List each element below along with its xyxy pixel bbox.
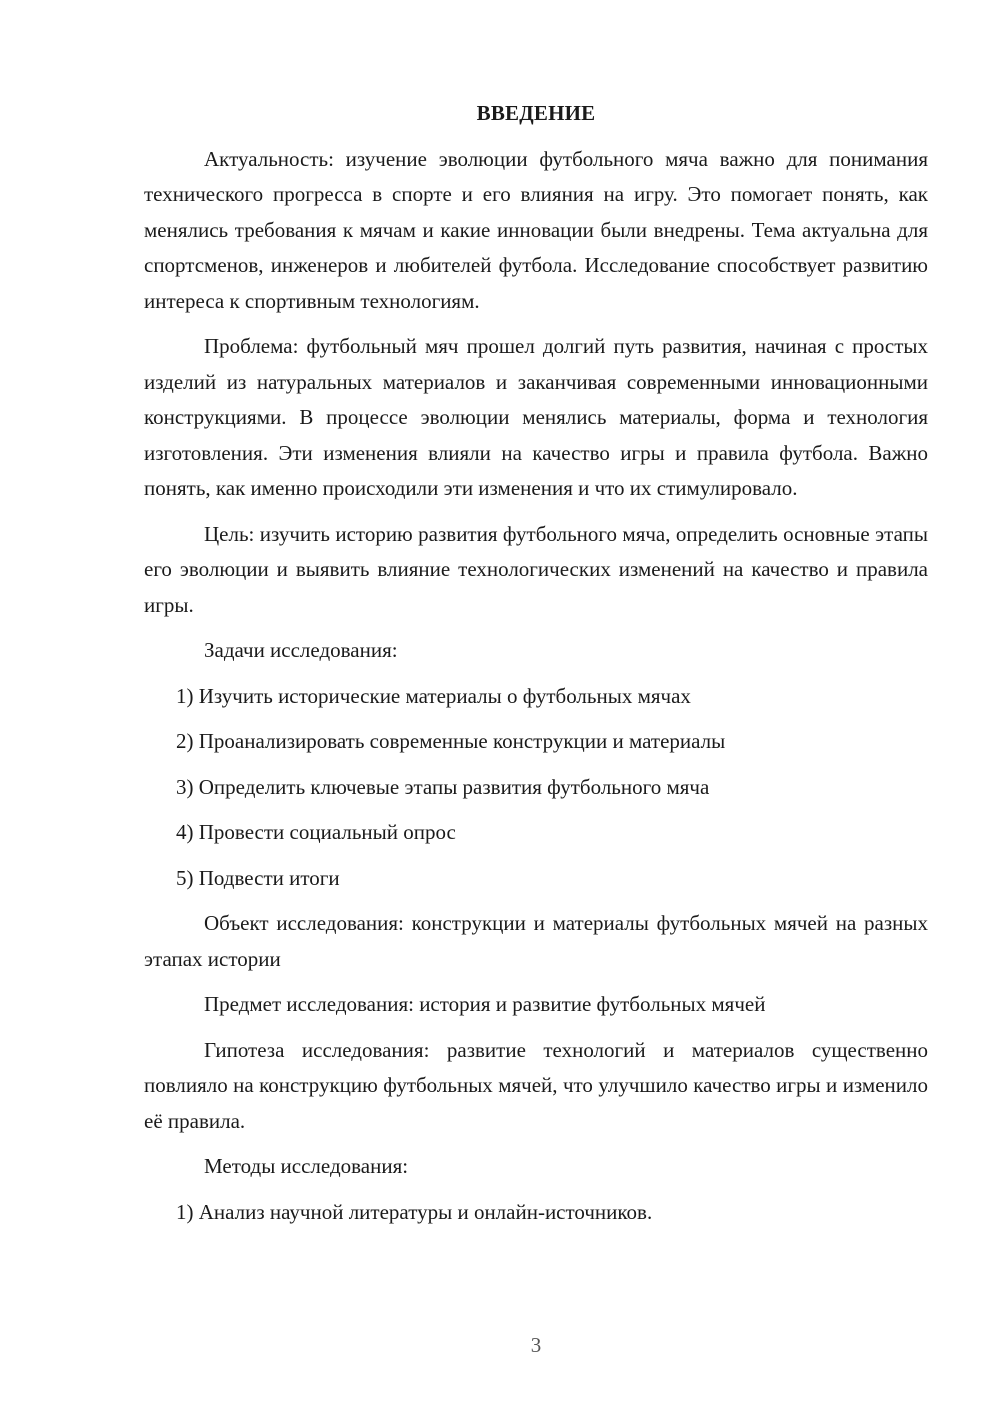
task-item-3: 3) Определить ключевые этапы развития футбольного мяча bbox=[176, 774, 710, 799]
goal-paragraph: Цель: изучить историю развития футбольного мяча, определить основные этапы его эволюции и выявить влияние технологических изменений на качество и правила игры. bbox=[144, 521, 928, 617]
page-number: 3 bbox=[530, 1333, 542, 1357]
task-item-4: 4) Провести социальный опрос bbox=[176, 820, 456, 844]
subject-paragraph: Предмет исследования: история и развитие футбольных мячей bbox=[204, 992, 766, 1016]
task-item-5: 5) Подвести итоги bbox=[176, 865, 340, 890]
task-item-1: 1) Изучить исторические материалы о футбольных мячах bbox=[176, 683, 691, 708]
tasks-heading: Задачи исследования: bbox=[204, 638, 398, 662]
method-item-1: 1) Анализ научной литературы и онлайн-источников. bbox=[176, 1199, 653, 1224]
hypothesis-paragraph: Гипотеза исследования: развитие технологий и материалов существенно повлияло на конструкцию футбольных мячей, что улучшило качество игры и изменило её правила. bbox=[144, 1037, 928, 1133]
task-item-2: 2) Проанализировать современные конструкции и материалы bbox=[176, 729, 726, 753]
document-page bbox=[144, 96, 928, 1240]
relevance-paragraph: Актуальность: изучение эволюции футбольного мяча важно для понимания технического прогресса в спорте и его влияния на игру. Это помогает понять, как менялись требования к мячам и какие инновации были внедрены. Тема актуальна для спортсменов, инженеров и любителей футбола. Исследование способствует развитию интереса к спортивным технологиям. bbox=[144, 146, 928, 313]
page-title: ВВЕДЕНИЕ bbox=[476, 101, 596, 125]
methods-heading: Методы исследования: bbox=[204, 1154, 409, 1178]
object-paragraph: Объект исследования: конструкции и материалы футбольных мячей на разных этапах истории bbox=[144, 911, 928, 971]
problem-paragraph: Проблема: футбольный мяч прошел долгий путь развития, начиная с простых изделий из натуральных материалов и заканчивая современными инновационными конструкциями. В процессе эволюции менялись материалы, форма и технология изготовления. Эти изменения влияли на качество игры и правила футбола. Важно понять, как именно происходили эти изменения и что их стимулировало. bbox=[144, 334, 928, 500]
